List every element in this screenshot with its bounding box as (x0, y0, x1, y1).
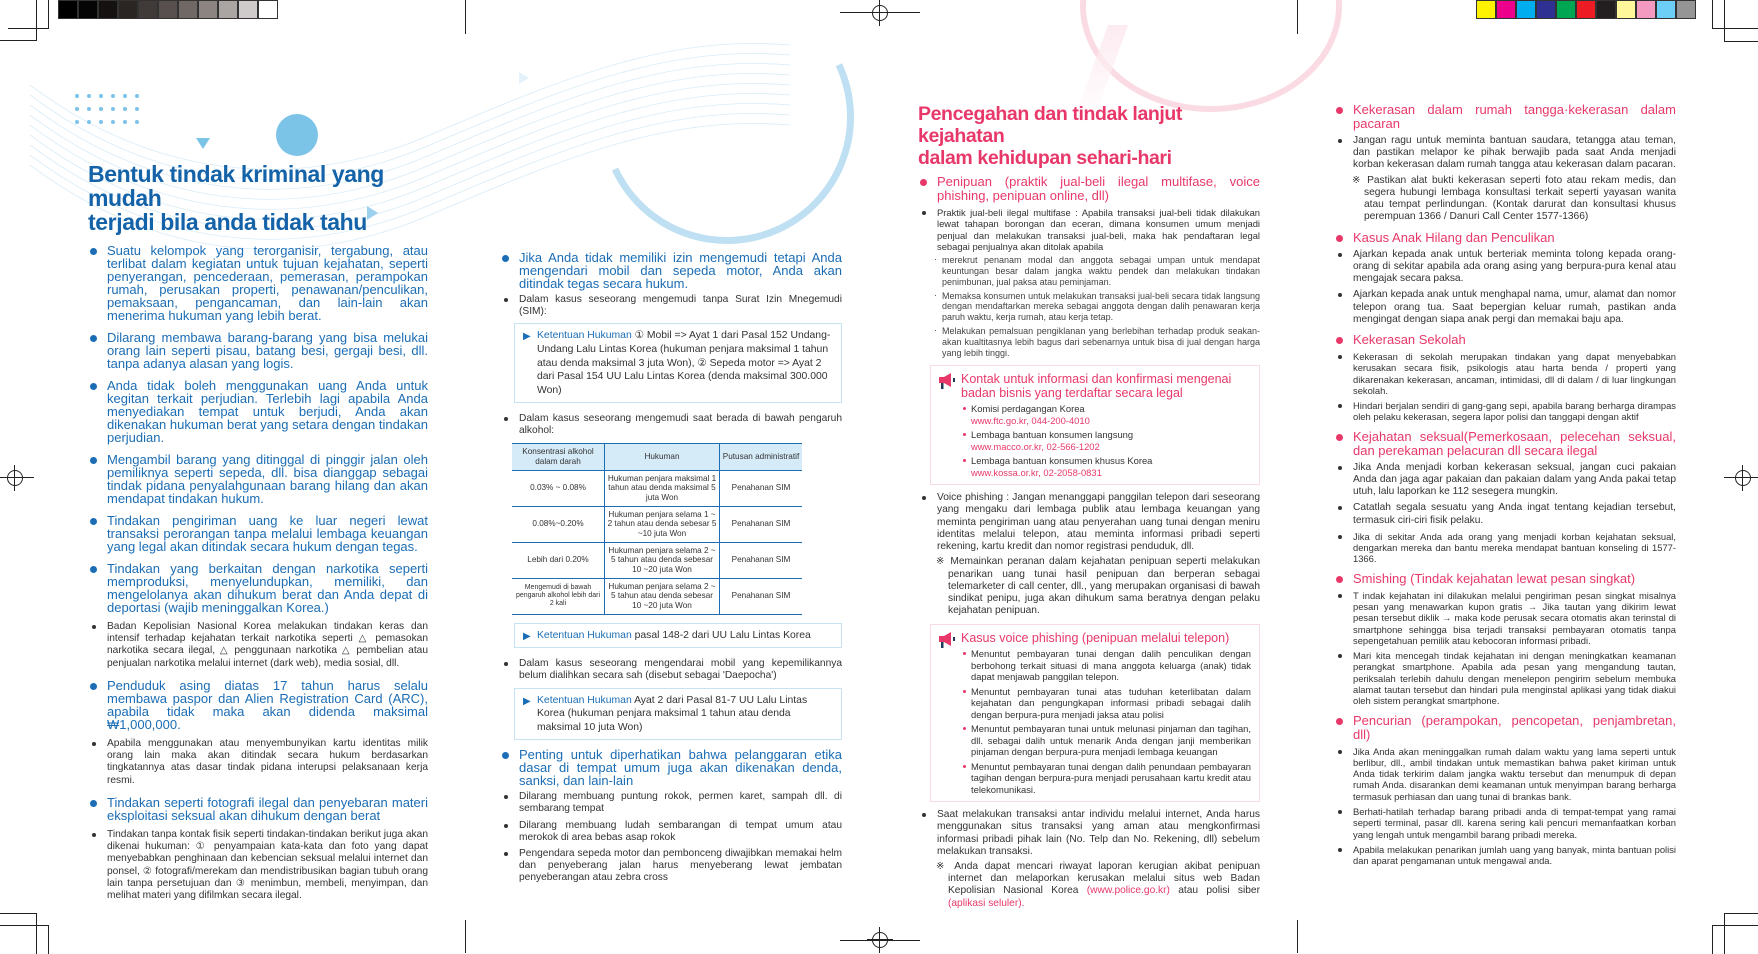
table-cell: Hukuman penjara selama 2 ~ 5 tahun atau denda sebesar 10 ~20 juta Won (605, 542, 720, 578)
panel3-title-line1: Pencegahan dan tindak lanjut kejahatan (918, 103, 1183, 147)
voice-phishing-text: Voice phishing : Jangan menanggapi panggilan telepon dari seseorang yang mengaku dari lembaga publik atau lembaga keuangan yang meminta pengiriman uang atau penyerahan uang tunai dengan meniru identitas melalui telepon, atau meminta informasi pribadi seperti rekening, kartu kredit dan nomor registrasi penduduk, dll. (918, 492, 1260, 553)
arrow-right-icon: ▶ (523, 695, 531, 707)
panel1-sub: Tindakan tanpa kontak fisik seperti tindakan-tindakan berikut juga akan dikenai hukuman: ① penyampaian kata-kata dan foto yang dapat menyebabkan penghinaan dan kebencian seksual melalui internet dan ponsel, ② fotografi/merekam dan mendistribusikan bagian tubuh orang lain tanpa persetujuan dan ③ menimbun, membeli, menyimpan, dan melihat materi yang difilmkan secara ilegal. (88, 829, 428, 902)
vp-box-title: Kasus voice phishing (penipuan melalui telepon) (961, 631, 1230, 646)
color-swatch (98, 0, 118, 19)
crop-mark-bottom-left-inner (0, 925, 49, 954)
table-cell: Hukuman penjara selama 2 ~ 5 tahun atau denda sebesar 10 ~20 juta Won (605, 578, 720, 614)
crime-section (1334, 572, 1676, 707)
crime-section-item: Jika Anda akan meninggalkan rumah dalam waktu yang lama seperti untuk berlibur, dll., ambil tindakan untuk memastikan bahwa paket kiriman untuk Anda tidak terkirim dalam jangka waktu tersebut dan menumpuk di depan rumah Anda. disarankan demi keamanan untuk menyimpan barang berharga termasuk perhiasan dan uang tunai di brankas bank. (1334, 746, 1676, 802)
crime-section-heading: Kekerasan dalam rumah tangga·kekerasan dalam pacaran (1334, 103, 1676, 131)
registration-line-left (0, 477, 34, 478)
panel2-list (500, 251, 842, 318)
table-row (512, 506, 802, 542)
table-cell: Penahanan SIM (720, 542, 803, 578)
voice-phishing-note: ※ Memainkan peranan dalam kejahatan penipuan seperti melakukan penarikan uang tunai hasil penipuan dan berperan sebagai telemarketer di call center, dll., yang merupakan organisasi di bawah sindikat penipu, juga akan dihukum sama beratnya dengan pelaku kejahatan penipuan. (936, 556, 1260, 617)
panel1-title-line1: Bentuk tindak kriminal yang mudah (88, 161, 384, 211)
panel1-heading: Penduduk asing diatas 17 tahun harus selalu membawa paspor dan Alien Registration Card (ARC), apabila tidak maka akan didenda maksimal ₩1,000,000. (88, 679, 428, 731)
mlm-point: · Memaksa konsumen untuk melakukan transaksi jual-beli secara tidak langsung dengan mendaftarkan mereka sebagai anggota dengan dalih penawaran kerja paruh waktu, kerja rumah, atau kerja tetap. (932, 291, 1260, 323)
color-swatch (1636, 0, 1656, 19)
color-swatch (1616, 0, 1636, 19)
crime-section-item: Ajarkan kepada anak untuk menghapal nama, umur, alamat dan nomor telepon orang tua. Saat bepergian keluar rumah, pastikan anda mengingat dengan siapa anak pergi dan memakai baju apa. (1334, 289, 1676, 326)
crime-section-item: Jangan ragu untuk meminta bantuan saudara, tetangga atau teman, dan pastikan melapor ke pihak berwajib pada saat Anda menjadi korban kekerasan dalam rumah tangga atau kekerasan dalam pacaran. (1334, 135, 1676, 172)
mlm-point: · Melakukan pemalsuan pengiklanan yang berlebihan terhadap produk seakan-akan kualtitasnya lebih bagus dari sebenarnya untuk bisa di jual dengan harga yang lebih tinggi. (932, 326, 1260, 358)
online-transaction-text: Saat melakukan transaksi antar individu melalui internet, Anda harus menggunakan situs transaksi yang aman atau mengkonfirmasi informasi pribadi pihak lain (No. Telp dan No. Rekening, dll) sebelum melakukan transaksi. (918, 809, 1260, 858)
crime-section-heading: Kejahatan seksual(Pemerkosaan, pelecehan seksual, dan perekaman pelacuran dll secara ilegal (1334, 430, 1676, 458)
alcohol-penalty-table (512, 443, 802, 615)
contact-box-title: Kontak untuk informasi dan konfirmasi mengenai badan bisnis yang terdaftar secara legal (961, 372, 1232, 401)
penalty-box-daepocha (514, 688, 842, 741)
penalty-label: Ketentuan Hukuman (537, 629, 632, 641)
panel-criminal-acts (88, 162, 428, 902)
triangle-down-decoration (196, 138, 210, 149)
color-swatch (1576, 0, 1596, 19)
penalty-label: Ketentuan Hukuman (537, 330, 632, 342)
panel1-list (88, 244, 428, 902)
panel-crime-prevention (918, 103, 1260, 910)
crime-section (1334, 714, 1676, 867)
contact-item (961, 455, 1251, 478)
crime-section-note: ※ Pastikan alat bukti kekerasan seperti foto atau rekam medis, dan segera hubungi lembaga konsultasi terkait seperti yayasan wanita atau tempat perlindungan. (Kontak darurat dan konsultasi khusus perempuan 1366 / Danuri Call Center 1577-1366) (1352, 174, 1676, 223)
grayscale-color-bar (58, 0, 278, 19)
color-swatch (58, 0, 78, 19)
penalty-text: Ayat 2 dari Pasal 81-7 UU Lalu Lintas Korea (hukuman penjara maksimal 1 tahun atau denda maksimal 10 juta Won) (537, 694, 808, 733)
vp-case: Menuntut pembayaran tunai untuk melunasi pinjaman dan tagihan, dll. sebagai dalih untuk menarik Anda dengan janji memberikan pinjaman dengan berpura-pura menjadi lembaga keuangan (961, 723, 1251, 757)
contact-link[interactable]: www.macco.or.kr, 02-566-1202 (971, 440, 1100, 452)
table-cell: Lebih dari 0.20% (512, 542, 605, 578)
cmyk-color-bar (1476, 0, 1696, 19)
table-cell: Penahanan SIM (720, 470, 803, 506)
crime-section-item: T indak kejahatan ini dilakukan melalui pengiriman pesan singkat misalnya pesan yang menawarkan kupon gratis → Jika tautan yang dikirim lewat pesan tersebut diklik → maka kode perusak secara otomatis akan terinstal di smartphone sehingga bisa terjadi transaksi pembayaran otomatis tanpa sepengetahuan pemilik atau kebocoran informasi pribadi. (1334, 590, 1676, 646)
color-swatch (178, 0, 198, 19)
color-swatch (1656, 0, 1676, 19)
color-swatch (238, 0, 258, 19)
online-note-mid: atau polisi siber (1178, 885, 1260, 897)
panel-driving-rules (500, 245, 842, 885)
panel1-heading: Tindakan pengiriman uang ke luar negeri lewat transaksi perorangan tanpa melalui lembaga keuangan yang legal akan ditindak secara hukum dengan tegas. (88, 514, 428, 553)
megaphone-icon (937, 372, 957, 390)
dot-grid-decoration (75, 94, 147, 124)
color-swatch (138, 0, 158, 19)
crime-section-heading: Kasus Anak Hilang dan Penculikan (1334, 231, 1676, 245)
table-cell: 0.08%~0.20% (512, 506, 605, 542)
color-swatch (258, 0, 278, 19)
table-cell: Penahanan SIM (720, 578, 803, 614)
crime-section-item: Hindari berjalan sendiri di gang-gang sepi, apabila barang berharga dirampas oleh pelaku kekerasan, segera lapor polisi dan tanggapi dengan aktif (1334, 400, 1676, 423)
registration-mark-right (1730, 465, 1756, 491)
table-cell: Mengemudi di bawah pengaruh alkohol lebih dari 2 kali (512, 578, 605, 614)
contact-name: Lembaga bantuan konsumen langsung (971, 429, 1134, 441)
contact-name: Komisi perdagangan Korea (971, 403, 1085, 415)
contact-item (961, 429, 1251, 452)
crop-mark-top-right-inner (1724, 0, 1758, 42)
crop-mark-bottom-right-inner (1724, 913, 1758, 954)
penalty-text: ① Mobil => Ayat 1 dari Pasal 152 Undang-Undang Lalu Lintas Korea (hukuman penjara maksimal 1 tahun atau denda maksimal 3 juta Won), ② Sepeda motor => Ayat 2 dari Pasal 154 UU Lalu Lintas Korea (denda maksimal 300.000 Won) (537, 330, 831, 396)
panel2-list-etiquette (500, 748, 842, 885)
table-header: Konsentrasi alkohol dalam darah (512, 443, 605, 470)
registration-line-bottom (840, 940, 920, 941)
panel1-sub: Badan Kepolisian Nasional Korea melakukan tindakan keras dan intensif terhadap kejahatan terkait narkotika seperti △ pemasokan narkotika secara ilegal, △ penggunaan narkotika △ pembelian atau penjualan narkotika melalui internet (dark web), media sosial, dll. (88, 621, 428, 670)
online-note-text: ※ Anda dapat mencari riwayat laporan kerugian akibat penipuan internet dan melaporkan kerusakan melalui situs web Badan Kepolisian Nasional Korea (936, 861, 1260, 897)
registration-mark-top (867, 0, 893, 26)
online-transaction-note (918, 861, 1260, 910)
panel1-heading: Tindakan seperti fotografi ilegal dan penyebaran materi eksploitasi seksual akan dihukum dengan berat (88, 796, 428, 822)
crime-section-item: Berhati-hatilah terhadap barang pribadi anda di tempat-tempat yang ramai seperti terminal, pasar dll. karena sering kali pencuri memanfaatkan korban yang lengah untuk mengambil barang pribadi mereka. (1334, 806, 1676, 840)
voice-phishing-cases-box (930, 624, 1260, 802)
cyber-police-app-link[interactable]: (aplikasi seluler). (948, 897, 1025, 909)
panel3-mlm: Praktik jual-beli ilegal multifase : Apabila transaksi jual-beli tidak dilakukan lewat tahapan borongan dan eceran, dimana konsumen umum menjadi penjual dan melakukan transaksi jual-beli, maka hak pendaftaran legal sebagai penjualnya akan ditolak apabila (918, 207, 1260, 252)
color-swatch (158, 0, 178, 19)
panel2-heading-etiquette: Penting untuk diperhatikan bahwa pelanggaran etika dasar di tempat umum juga akan dikenakan denda, sanksi, dan lain-lain (500, 748, 842, 787)
crime-section (1334, 430, 1676, 565)
table-header: Putusan administratif (720, 443, 803, 470)
panel2-sub: Pengendara sepeda motor dan pembonceng diwajibkan memakai helm dan penyeberang jalan harus menyeberang lewat jembatan penyeberangan atau zebra cross (500, 848, 842, 885)
registration-line-right (1724, 477, 1758, 478)
contact-info-box (930, 365, 1260, 485)
vp-case: Menuntut pembayaran tunai dengan dalih penculikan dengan berbohong terkait situasi di mana anggota keluarga (anak) tidak dapat menjawab panggilan telepon. (961, 648, 1251, 682)
crime-section-heading: Smishing (Tindak kejahatan lewat pesan singkat) (1334, 572, 1676, 586)
panel2-sub-daepocha: Dalam kasus seseorang mengendarai mobil yang kepemilikannya belum dialihkan secara sah (disebut sebagai 'Daepocha') (500, 658, 842, 682)
table-row (512, 470, 802, 506)
contact-link[interactable]: www.ftc.go.kr, 044-200-4010 (971, 414, 1090, 426)
panel-crime-types (1334, 103, 1676, 866)
penalty-label: Ketentuan Hukuman (537, 694, 632, 706)
panel1-heading: Dilarang membawa barang-barang yang bisa melukai orang lain seperti pisau, batang besi, gergaji besi, dll. tanpa adanya alasan yang logis. (88, 331, 428, 370)
arrow-right-icon: ▶ (523, 630, 531, 642)
crime-section-item: Ajarkan kepada anak untuk berteriak meminta tolong kepada orang-orang di sekitar apabila ada orang asing yang berpura-pura kenal atau mengajak secara paksa. (1334, 249, 1676, 286)
contact-name: Lembaga bantuan konsumen khusus Korea (971, 455, 1153, 467)
mlm-point: · merekrut penanam modal dan anggota sebagai umpan untuk mendapat keuntungan besar dalam jangka waktu pendek dan melakukan tindakan penimbunan, jual paksa atau peminjaman. (932, 255, 1260, 287)
color-swatch (1536, 0, 1556, 19)
panel1-heading: Suatu kelompok yang terorganisir, tergabung, atau terlibat dalam kegiatan untuk tujuan kejahatan, seperti penyerangan, pencederaan, pemerasan, perampokan rumah, perusakan properti, penawanan/penculikan, pemaksaan, pengancaman, dan lain-lain akan menerima hukuman yang lebih berat. (88, 244, 428, 322)
crime-section-item: Catatlah segala sesuatu yang Anda ingat tentang kejadian tersebut, termasuk ciri-ciri fisik pelaku. (1334, 502, 1676, 526)
panel2-sub-no-license: Dalam kasus seseorang mengemudi tanpa Surat Izin Mnegemudi (SIM): (500, 294, 842, 318)
crime-section (1334, 333, 1676, 423)
table-cell: Hukuman penjara maksimal 1 tahun atau denda maksimal 5 juta Won (605, 470, 720, 506)
color-swatch (218, 0, 238, 19)
panel1-heading: Anda tidak boleh menggunakan uang Anda untuk kegitan terkait perjudian. Terlebih lagi apabila Anda menyediakan tempat untuk berjudi, Anda akan dikenakan hukuman berat yang setara dengan tindakan perjudian. (88, 379, 428, 444)
fold-mark-bottom-1 (465, 920, 466, 953)
panel1-title-line2: terjadi bila anda tidak tahu (88, 209, 367, 235)
panel3-title-line2: dalam kehidupan sehari-hari (918, 147, 1172, 169)
panel2-heading-license: Jika Anda tidak memiliki izin mengemudi tetapi Anda mengendari mobil dan sepeda motor, Anda akan ditindak tegas secara hukum. (500, 251, 842, 290)
table-header: Hukuman (605, 443, 720, 470)
contact-link[interactable]: www.kossa.or.kr, 02-2058-0831 (971, 466, 1102, 478)
vp-case: Menuntut pembayaran tunai dengan dalih penundaan pembayaran tagihan dengan berpura-pura menjadi perusahaan kartu kredit atau telekomunikasi. (961, 761, 1251, 795)
panel1-heading: Mengambil barang yang ditinggal di pinggir jalan oleh pemiliknya seperti sepeda, dll. bisa dianggap sebagai tindak pidana penyalahgunaan barang hilang dan akan mendapat tindakan hukum. (88, 453, 428, 505)
table-cell: Hukuman penjara selama 1 ~ 2 tahun atau denda sebesar 5 ~10 juta Won (605, 506, 720, 542)
registration-line-top (840, 12, 920, 13)
color-swatch (118, 0, 138, 19)
color-swatch (78, 0, 98, 19)
color-swatch (1596, 0, 1616, 19)
panel2-sub: Dilarang membuang puntung rokok, permen karet, sampah dll. di sembarang tempat (500, 791, 842, 815)
color-swatch (1476, 0, 1496, 19)
panel1-heading: Tindakan yang berkaitan dengan narkotika seperti memproduksi, menyelundupkan, memiliki, dan mengelolanya akan dihukum berat dan Anda depat di deportasi (wajib meninggalkan Korea.) (88, 562, 428, 614)
panel3-title (918, 103, 1260, 169)
panel2-sub-alcohol: Dalam kasus seseorang mengemudi saat berada di bawah pengaruh alkohol: (500, 413, 842, 437)
color-swatch (1676, 0, 1696, 19)
penalty-text: pasal 148-2 dari UU Lalu Lintas Korea (634, 629, 811, 641)
table-row (512, 578, 802, 614)
crime-section-item: Jika di sekitar Anda ada orang yang menjadi korban kejahatan seksual, dengarkan mereka dan bantu mereka mendapat bantuan konseling di 1577-1366. (1334, 531, 1676, 565)
penalty-box-license (514, 323, 842, 403)
arrow-right-icon: ▶ (523, 331, 531, 343)
crime-section (1334, 231, 1676, 326)
table-row (512, 542, 802, 578)
table-cell: Penahanan SIM (720, 506, 803, 542)
triangle-right-decoration-small (519, 72, 529, 84)
crime-section-heading: Pencurian (perampokan, pencopetan, penjambretan, dll) (1334, 714, 1676, 742)
color-swatch (1556, 0, 1576, 19)
contact-item (961, 403, 1251, 426)
megaphone-icon (937, 631, 957, 649)
penalty-box-alcohol (514, 623, 842, 649)
police-link[interactable]: (www.police.go.kr) (1086, 885, 1170, 897)
crime-section-heading: Kekerasan Sekolah (1334, 333, 1676, 347)
registration-mark-left (2, 465, 28, 491)
pink-arc-decoration (1080, 0, 1342, 112)
panel3-heading-fraud: Penipuan (praktik jual-beli ilegal multifase, voice phishing, penipuan online, dll) (918, 175, 1260, 203)
crime-section-item: Mari kita mencegah tindak kejahatan ini dengan meningkatkan keamanan perangkat smartphone. Apabila ada pesan yang mengandung tautan, periksalah terlebih dahulu dengan menelepon pengirim sebelum membuka alamat tautan tersebut dan hindari pula menginstal aplikasi yang tidak diakui oleh sistem perangkat smartphone. (1334, 650, 1676, 706)
panel2-sub: Dilarang membuang ludah sembarangan di tempat umum atau merokok di area bebas asap rokok (500, 820, 842, 844)
crime-section-item: Jika Anda menjadi korban kekerasan seksual, jangan cuci pakaian Anda dan jaga agar pakaian dan pakaian dalam yang Anda pakai tetap utuh, lalu laporkan ke 112 sesegera mungkin. (1334, 462, 1676, 499)
color-swatch (1496, 0, 1516, 19)
color-swatch (198, 0, 218, 19)
blue-circle-decoration (276, 114, 318, 156)
crime-section (1334, 103, 1676, 172)
fold-mark-bottom-2 (1297, 920, 1298, 953)
vp-case: Menuntut pembayaran tunai atas tuduhan keterlibatan dalam kejahatan dan pengungkapan informasi pribadi sebagai dalih dengan berpura-pura menjadi jaksa atau polisi (961, 686, 1251, 720)
table-cell: 0.03% ~ 0.08% (512, 470, 605, 506)
color-swatch (1516, 0, 1536, 19)
panel1-sub: Apabila menggunakan atau menyembunyikan kartu identitas milik orang lain maka akan ditindak secara hukum berdasarkan tingkatannya atas dasar tindak pidana interupsi pelaksanaan kerja resmi. (88, 738, 428, 787)
crime-section-item: Kekerasan di sekolah merupakan tindakan yang dapat menyebabkan kerusakan secara fisik, psikologis atau harta benda / properti yang dikarenakan kekerasan, ancaman, intimidasi, dll di dalam / di luar lingkungan sekolah. (1334, 351, 1676, 396)
panel1-title (88, 162, 428, 234)
crime-section-item: Apabila melakukan penarikan jumlah uang yang banyak, minta bantuan polisi dan aparat pengamanan untuk mengawal anda. (1334, 844, 1676, 867)
